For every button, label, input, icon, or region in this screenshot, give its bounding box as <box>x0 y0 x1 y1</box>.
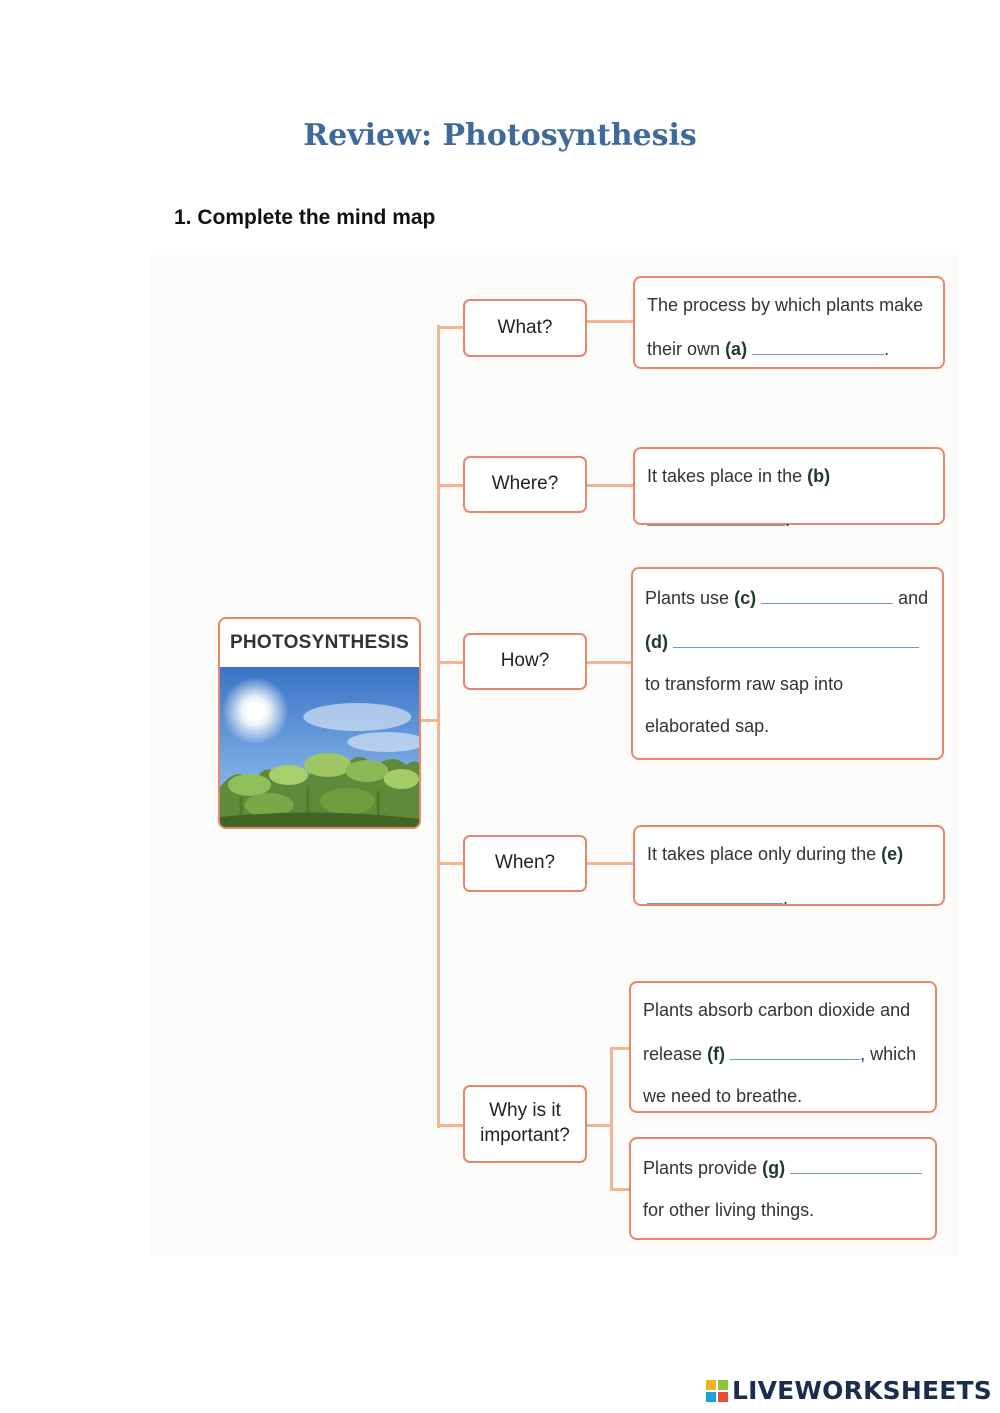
blank-label-a: (a) <box>725 339 748 359</box>
connector-trunk <box>437 325 440 1128</box>
blank-label-c: (c) <box>734 588 757 608</box>
connector-center <box>421 719 439 722</box>
connector-when <box>437 862 465 865</box>
answer-how-end: to transform raw sap into elaborated sap. <box>645 674 844 736</box>
liveworksheets-logo-icon <box>706 1380 728 1402</box>
question-why: Why is it important? <box>463 1085 587 1163</box>
answer-where-end: . <box>785 510 791 530</box>
question-what: What? <box>463 299 587 357</box>
answer-why-f-end: , which we need to breathe. <box>643 1044 917 1106</box>
answer-how-and: and <box>898 588 929 608</box>
answer-how-text: Plants use <box>645 588 730 608</box>
question-when: When? <box>463 835 587 892</box>
answer-when-text: It takes place only during the <box>647 844 877 864</box>
answer-box-why-g <box>629 1137 937 1240</box>
answer-what-text: The process by which plants make their own <box>647 295 924 359</box>
connector-what <box>437 326 465 329</box>
liveworksheets-logo <box>706 1376 992 1405</box>
blank-g[interactable] <box>790 1145 922 1174</box>
answer-why-g-text: Plants provide <box>643 1158 758 1178</box>
connector-why-split <box>587 1124 612 1127</box>
answer-when-end: . <box>783 888 789 908</box>
page-title: Review: Photosynthesis <box>303 118 697 153</box>
question-how: How? <box>463 633 587 690</box>
answer-box-what <box>633 276 945 369</box>
blank-label-e: (e) <box>881 844 904 864</box>
blank-label-d: (d) <box>645 632 668 652</box>
connector-how <box>437 661 465 664</box>
answer-box-when <box>633 825 945 906</box>
blank-a[interactable] <box>752 326 884 355</box>
answer-box-where <box>633 447 945 530</box>
blank-c[interactable] <box>761 575 893 604</box>
answer-why-f-text: Plants absorb carbon dioxide and release <box>643 1000 911 1064</box>
answer-box-why-f <box>629 981 937 1113</box>
connector-what-answer <box>587 320 634 323</box>
blank-e[interactable] <box>647 875 783 904</box>
answer-why-g-end: for other living things. <box>643 1200 815 1220</box>
connector-where-answer <box>587 484 634 487</box>
exercise-instruction: 1. Complete the mind map <box>174 206 436 229</box>
photosynthesis-label: PHOTOSYNTHESIS <box>229 632 410 653</box>
blank-d[interactable] <box>673 619 919 648</box>
sun-plants-image <box>220 667 419 829</box>
connector-why <box>437 1124 465 1127</box>
connector-why-branch <box>610 1047 613 1191</box>
connector-where <box>437 484 465 487</box>
blank-label-b: (b) <box>807 466 831 486</box>
blank-f[interactable] <box>730 1031 860 1060</box>
blank-label-g: (g) <box>762 1158 786 1178</box>
photosynthesis-node <box>218 617 421 829</box>
connector-why-answer-g <box>610 1188 630 1191</box>
answer-where-text: It takes place in the <box>647 466 803 486</box>
blank-label-f: (f) <box>707 1044 726 1064</box>
question-where: Where? <box>463 456 587 513</box>
connector-how-answer <box>587 661 632 664</box>
connector-why-answer-f <box>610 1047 630 1050</box>
answer-what-end: . <box>884 339 890 359</box>
answer-box-how <box>631 567 944 760</box>
blank-b[interactable] <box>647 497 785 526</box>
connector-when-answer <box>587 862 634 865</box>
liveworksheets-logo-text: LIVEWORKSHEETS <box>731 1376 992 1405</box>
